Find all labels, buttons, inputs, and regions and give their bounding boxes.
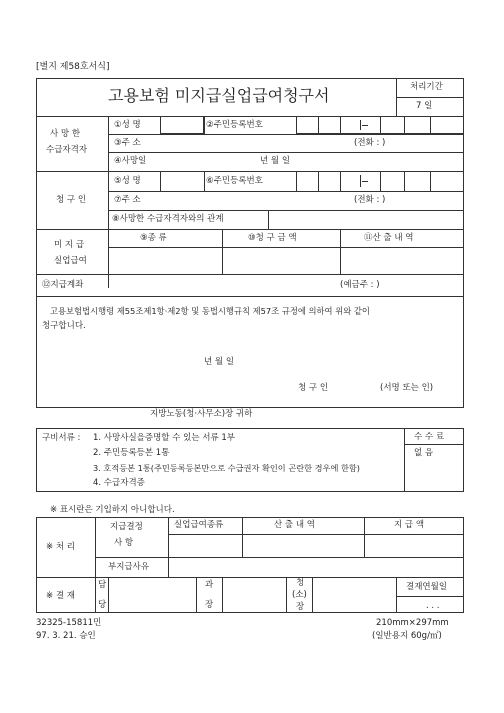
documents-label: 구비서류 : xyxy=(42,433,81,443)
approval-signature-field[interactable] xyxy=(222,577,286,613)
approval-signature-field[interactable] xyxy=(312,577,396,613)
approval-cell-3: 장 xyxy=(296,602,305,612)
form-number: [별지 제58호서식] xyxy=(36,62,110,72)
processing-period-label: 처리기간 xyxy=(410,82,443,92)
unpaid-details-field[interactable] xyxy=(340,247,464,274)
claimant-section-label: 청 구 인 xyxy=(56,195,87,205)
unpaid-type-field[interactable] xyxy=(108,247,222,274)
claimant-phone-label: (전화 : ) xyxy=(354,195,386,205)
decision-label-1: 지급결정 xyxy=(110,522,143,532)
non-payment-reason-field[interactable] xyxy=(168,557,464,577)
approval-cell-2: 장 xyxy=(205,600,214,610)
deceased-rrn-label: ②주민등록번호 xyxy=(206,120,263,130)
document-item: 2. 주민등록등본 1통 xyxy=(93,448,170,458)
footer-size: 210mm×297mm xyxy=(376,618,449,628)
approval-cell-3: (소) xyxy=(292,590,307,600)
deceased-section-label-1: 사 망 한 xyxy=(50,129,81,139)
claimant-address-label: ⑦주 소 xyxy=(114,195,141,205)
note: ※ 표시란은 기입하지 아니합니다. xyxy=(50,505,175,515)
deceased-death-date-field[interactable]: 년 월 일 xyxy=(260,156,291,166)
footer-paper: (일반용지 60g/㎡) xyxy=(372,631,442,641)
fee-label: 수 수 료 xyxy=(414,432,445,442)
fee-value: 없 음 xyxy=(414,448,434,458)
approval-signature-field[interactable] xyxy=(108,577,196,613)
statement-line-2: 청구합니다. xyxy=(42,321,86,331)
approval-label: ※ 결 재 xyxy=(46,591,75,601)
deceased-name-field[interactable] xyxy=(160,116,204,134)
claimant-rrn-label: ⑥주민등록번호 xyxy=(206,176,263,186)
claimant-relation-field[interactable] xyxy=(268,210,464,229)
signer-note: (서명 또는 인) xyxy=(380,383,434,393)
approval-cell-2: 과 xyxy=(205,580,214,590)
unpaid-section-label-2: 실업급여 xyxy=(54,256,87,266)
footer-code: 32325-15811민 xyxy=(36,618,102,628)
processing-label: ※ 처 리 xyxy=(46,542,75,552)
unpaid-col-amount: ⑩청 구 금 액 xyxy=(248,233,297,243)
statement-line-1: 고용보험법시행령 제55조제1항·제2항 및 동법시행규칙 제57조 규정에 의하여 위와 같이 xyxy=(50,306,370,316)
proc-col-details: 산 출 내 역 xyxy=(274,520,315,530)
bank-account-label: ⑫지급계좌 xyxy=(42,280,84,290)
proc-col-amount: 지 급 액 xyxy=(394,520,425,530)
unpaid-amount-field[interactable] xyxy=(222,247,340,274)
claimant-name-field[interactable] xyxy=(160,171,204,191)
bank-holder-label: (예금주 : ) xyxy=(340,280,380,290)
deceased-section-label-2: 수급자격자 xyxy=(46,145,88,155)
claimant-name-label: ⑤성 명 xyxy=(114,176,141,186)
claimant-relation-label: ⑧사망한 수급자격자와의 관계 xyxy=(112,214,224,224)
unpaid-col-type: ⑨종 류 xyxy=(140,233,167,243)
deceased-name-label: ①성 명 xyxy=(114,120,141,130)
approval-cell-1: 당 xyxy=(98,600,107,610)
addressee: 지방노동(청·사무소)장 귀하 xyxy=(150,409,253,419)
decision-label-2: 사 항 xyxy=(114,538,134,548)
proc-col-type: 실업급여종류 xyxy=(174,520,224,530)
non-payment-reason-label: 부지급사유 xyxy=(108,562,150,572)
footer-approval-date: 97. 3. 21. 승인 xyxy=(36,631,96,641)
document-item: 3. 호적등본 1통(주민등록등본만으로 수급권자 확인이 곤란한 경우에 한함) xyxy=(93,463,360,473)
approval-cell-3: 청 xyxy=(296,578,305,588)
document-item: 1. 사망사실을증명할 수 있는 서류 1부 xyxy=(93,433,235,443)
deceased-address-field[interactable] xyxy=(160,134,352,152)
claim-date: 년 월 일 xyxy=(204,357,235,367)
unpaid-col-details: ⑪산 출 내 역 xyxy=(364,233,414,243)
approval-date-label: 결재연월일 xyxy=(406,582,448,592)
unpaid-section-label-1: 미 지 급 xyxy=(54,240,85,250)
bank-account-field[interactable] xyxy=(108,274,338,296)
approval-date-value[interactable]: . . . xyxy=(426,601,440,611)
processing-period-value: 7 일 xyxy=(416,101,433,111)
deceased-death-date-label: ④사망일 xyxy=(114,156,147,166)
deceased-address-label: ③주 소 xyxy=(114,138,141,148)
signer-label: 청 구 인 xyxy=(298,383,329,393)
form-title: 고용보험 미지급실업급여청구서 xyxy=(108,86,330,105)
document-item: 4. 수급자격증 xyxy=(93,478,145,488)
approval-cell-1: 담 xyxy=(98,580,107,590)
claimant-address-field[interactable] xyxy=(160,191,352,210)
deceased-phone-label: (전화 : ) xyxy=(354,138,386,148)
